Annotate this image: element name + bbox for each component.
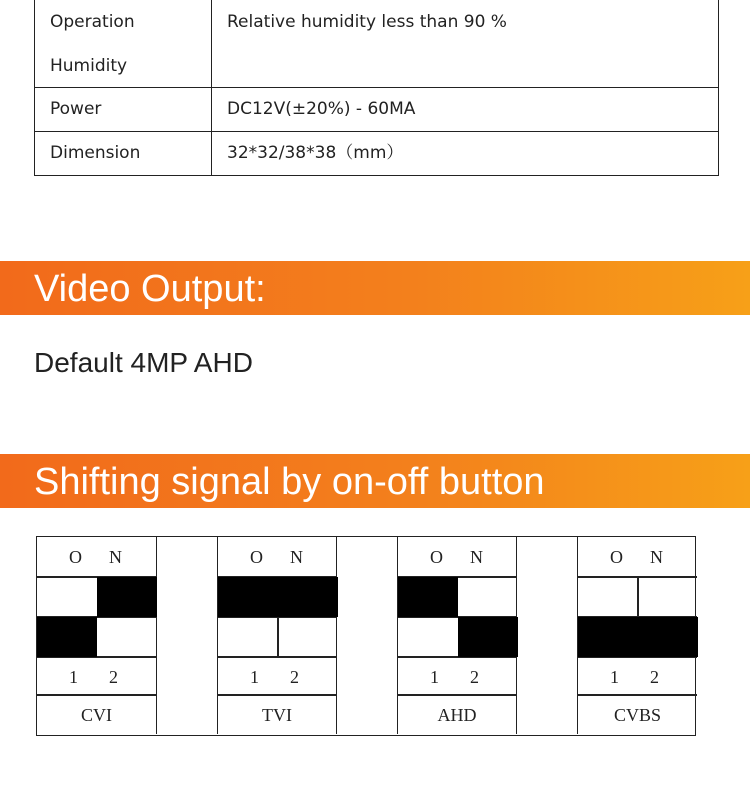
- switch-1-position: [578, 617, 638, 657]
- switch-number-2: 2: [290, 667, 299, 687]
- switch-number-2: 2: [650, 667, 659, 687]
- shifting-signal-title: Shifting signal by on-off button: [34, 461, 545, 503]
- switch-number-1: 1: [610, 667, 619, 687]
- mode-label-ahd: AHD: [437, 705, 477, 725]
- switch-1-position: [398, 577, 458, 617]
- spec-label-humidity: Operation Humidity: [35, 0, 212, 88]
- dip-switch-unit: [397, 537, 517, 734]
- dip-switch-unit: [217, 537, 337, 734]
- switch-number-2: 2: [470, 667, 479, 687]
- dip-switch-diagram: [36, 536, 696, 736]
- switch-1-position: [218, 577, 278, 617]
- spec-value-dimension: 32*32/38*38（mm）: [212, 132, 719, 176]
- switch-label-n: N: [109, 547, 122, 567]
- switch-label-o: O: [430, 547, 443, 567]
- spec-row-humidity: [35, 0, 719, 88]
- switch-2-position: [458, 617, 518, 657]
- switch-label-o: O: [250, 547, 263, 567]
- switch-2-empty: [97, 617, 157, 657]
- spec-label-dimension: Dimension: [35, 132, 212, 176]
- mode-label-cvi: CVI: [81, 705, 112, 725]
- video-output-banner: [0, 261, 750, 315]
- spec-value-power: DC12V(±20%) - 60MA: [212, 88, 719, 132]
- switch-2-position: [278, 577, 338, 617]
- switch-1-empty: [218, 617, 278, 657]
- switch-number-2: 2: [109, 667, 118, 687]
- dip-switch-unit: [37, 537, 157, 734]
- switch-grid-line: [398, 694, 516, 696]
- switch-number-1: 1: [430, 667, 439, 687]
- switch-1-empty: [398, 617, 458, 657]
- spec-value-humidity: Relative humidity less than 90 %: [212, 0, 719, 88]
- spec-table: [34, 0, 719, 176]
- switch-label-o: O: [69, 547, 82, 567]
- switch-number-1: 1: [250, 667, 259, 687]
- switch-2-empty: [638, 577, 698, 617]
- mode-label-cvbs: CVBS: [613, 705, 662, 725]
- switch-2-position: [97, 577, 157, 617]
- switch-1-empty: [37, 577, 97, 617]
- video-output-default: Default 4MP AHD: [34, 347, 253, 378]
- switch-divider: [277, 617, 279, 657]
- spec-row-power: [35, 88, 719, 132]
- mode-label-tvi: TVI: [262, 705, 292, 725]
- video-output-title: Video Output:: [34, 268, 266, 310]
- switch-divider: [637, 577, 639, 617]
- switch-2-empty: [458, 577, 518, 617]
- switch-grid-line: [37, 694, 156, 696]
- switch-label-n: N: [470, 547, 483, 567]
- dip-switch-unit: [577, 537, 697, 734]
- switch-number-1: 1: [69, 667, 78, 687]
- switch-label-n: N: [650, 547, 663, 567]
- switch-grid-line: [578, 694, 697, 696]
- switch-label-n: N: [290, 547, 303, 567]
- switch-1-position: [37, 617, 97, 657]
- switch-grid-line: [218, 694, 336, 696]
- switch-2-position: [638, 617, 698, 657]
- switch-label-o: O: [610, 547, 623, 567]
- switch-1-empty: [578, 577, 638, 617]
- spec-row-dimension: [35, 132, 719, 176]
- spec-label-power: Power: [35, 88, 212, 132]
- switch-2-empty: [278, 617, 338, 657]
- shifting-signal-banner: [0, 454, 750, 508]
